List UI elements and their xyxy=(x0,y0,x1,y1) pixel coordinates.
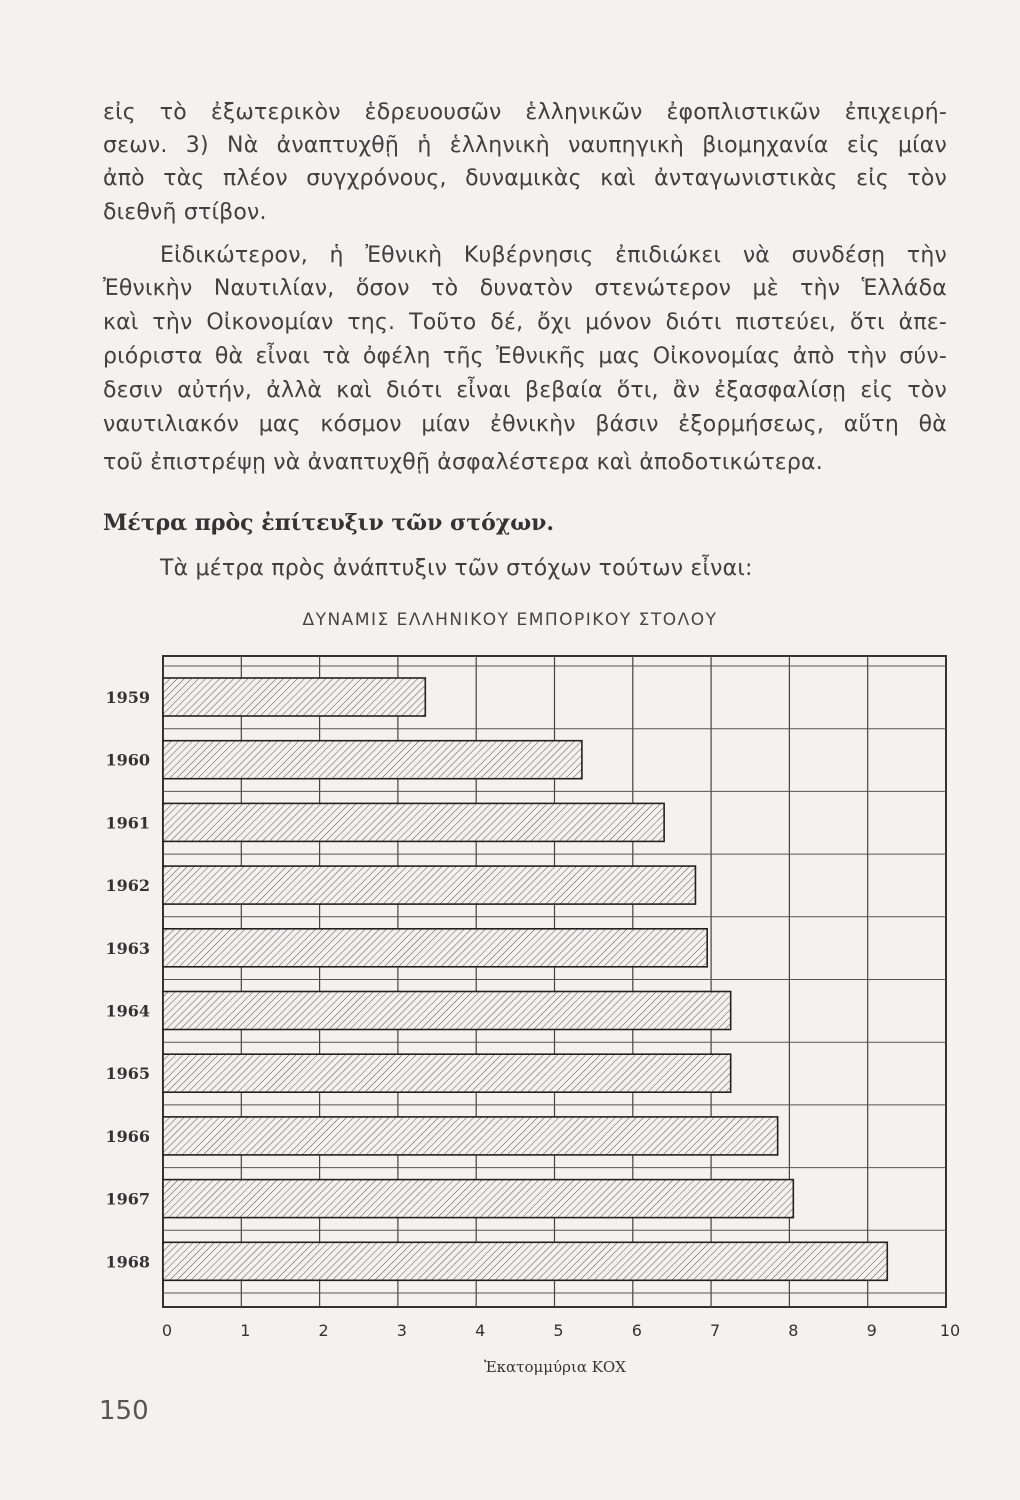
chart-title: ΔΥΝΑΜΙΣ ΕΛΛΗΝΙΚΟΥ ΕΜΠΟΡΙΚΟΥ ΣΤΟΛΟΥ xyxy=(302,610,718,630)
x-tick-label: 5 xyxy=(553,1321,564,1340)
x-tick-label: 0 xyxy=(161,1321,173,1340)
text-line: Εἰδικώτερον, ἡ Ἐθνικὴ Κυβέρνησις ἐπιδιώκει νὰ συνδέσῃ τὴν xyxy=(160,243,947,268)
bar-1960 xyxy=(163,741,582,779)
text-line: δεσιν αὐτήν, ἀλλὰ καὶ διότι εἶναι βεβαία ὅτι, ἂν ἐξασφαλίσῃ εἰς τὸν xyxy=(103,378,947,403)
text-line: τοῦ ἐπιστρέψῃ νὰ ἀναπτυχθῇ ἀσφαλέστερα καὶ ἀποδοτικώτερα. xyxy=(103,450,823,475)
section-heading: Μέτρα πρὸς ἐπίτευξιν τῶν στόχων. xyxy=(103,510,555,536)
bar-1965 xyxy=(163,1054,731,1092)
y-tick-label: 1967 xyxy=(105,1189,150,1209)
text-line: διεθνῆ στίβον. xyxy=(103,200,267,225)
bar-1966 xyxy=(163,1117,778,1155)
x-tick-label: 10 xyxy=(939,1321,961,1340)
x-tick-label: 7 xyxy=(710,1321,721,1340)
text-line: ἀπὸ τὰς πλέον συγχρόνους, δυναμικὰς καὶ ἀνταγωνιστικὰς εἰς τὸν xyxy=(103,166,947,191)
text-line: καὶ τὴν Οἰκονομίαν της. Τοῦτο δέ, ὄχι μόνον διότι πιστεύει, ὅτι ἀπε- xyxy=(103,310,947,335)
text-line: εἰς τὸ ἐξωτερικὸν ἑδρευουσῶν ἑλληνικῶν ἐφοπλιστικῶν ἐπιχειρή- xyxy=(103,100,947,125)
bar-1962 xyxy=(163,866,695,904)
bar-1968 xyxy=(163,1242,887,1280)
x-tick-label: 2 xyxy=(318,1321,329,1340)
page-number: 150 xyxy=(99,1396,149,1426)
text-line: σεων. 3) Νὰ ἀναπτυχθῇ ἡ ἑλληνικὴ ναυπηγικὴ βιομηχανία εἰς μίαν xyxy=(103,133,947,158)
bar-1959 xyxy=(163,678,425,716)
x-tick-label: 1 xyxy=(240,1321,251,1340)
y-tick-label: 1968 xyxy=(105,1252,150,1272)
y-tick-label: 1962 xyxy=(105,876,150,896)
x-tick-label: 6 xyxy=(631,1321,642,1340)
y-tick-label: 1959 xyxy=(105,688,150,707)
x-tick-label: 8 xyxy=(788,1321,799,1340)
bar-1961 xyxy=(163,803,664,841)
y-tick-label: 1965 xyxy=(105,1064,150,1084)
bar-1963 xyxy=(163,929,707,967)
x-tick-label: 9 xyxy=(866,1321,877,1340)
bar-1967 xyxy=(163,1180,793,1218)
intro-line: Τὰ μέτρα πρὸς ἀνάπτυξιν τῶν στόχων τούτων εἶναι: xyxy=(160,556,753,581)
y-tick-label: 1960 xyxy=(105,750,150,770)
y-tick-label: 1964 xyxy=(105,1001,150,1021)
y-tick-label: 1963 xyxy=(105,938,150,958)
x-tick-label: 3 xyxy=(396,1321,407,1340)
text-line: ριόριστα θὰ εἶναι τὰ ὀφέλη τῆς Ἐθνικῆς μας Οἰκονομίας ἀπὸ τὴν σύν- xyxy=(103,344,947,369)
text-line: Ἐθνικὴν Ναυτιλίαν, ὅσον τὸ δυνατὸν στενώτερον μὲ τὴν Ἑλλάδα xyxy=(103,276,947,301)
bar-1964 xyxy=(163,992,731,1030)
y-tick-label: 1961 xyxy=(105,813,150,833)
text-line: ναυτιλιακόν μας κόσμον μίαν ἐθνικὴν βάσιν ἐξορμήσεως, αὕτη θὰ xyxy=(103,412,947,437)
x-axis-label: Ἑκατομμύρια ΚΟΧ xyxy=(484,1358,626,1376)
y-tick-label: 1966 xyxy=(105,1126,150,1146)
x-tick-label: 4 xyxy=(475,1321,486,1340)
